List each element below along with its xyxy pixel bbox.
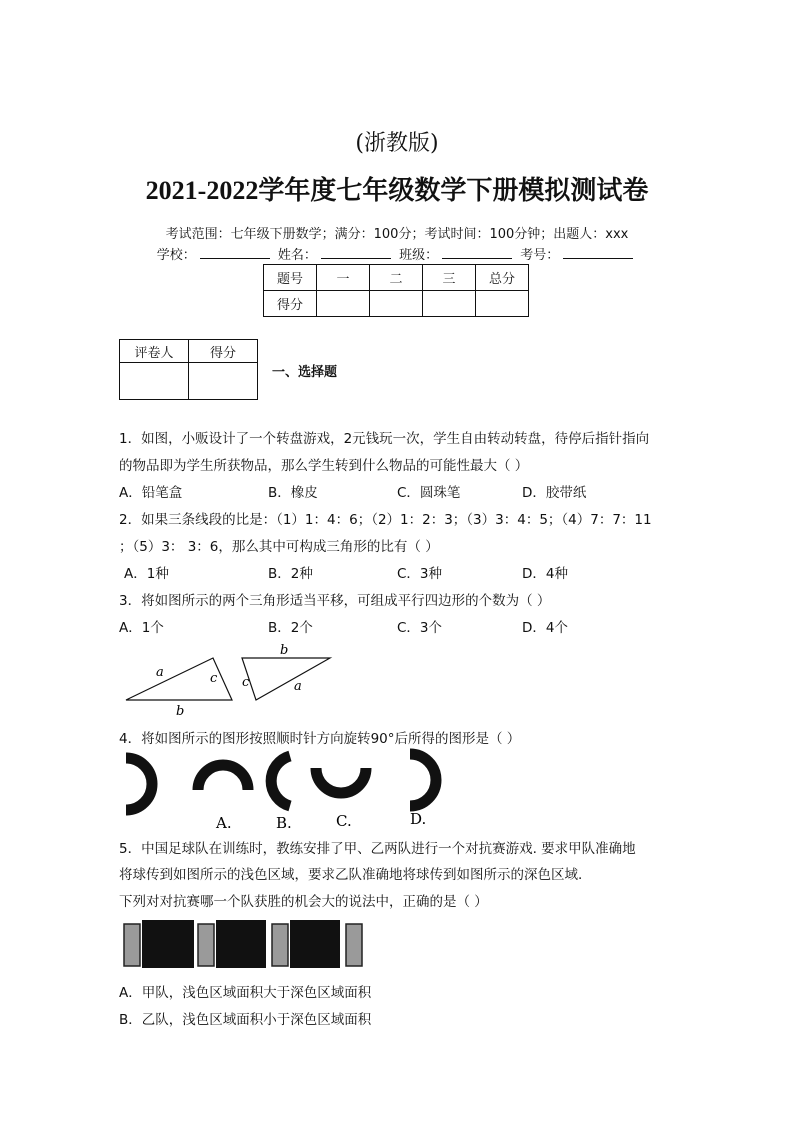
score-cell[interactable] (370, 291, 423, 317)
dark-block-2 (216, 920, 266, 968)
triangle-right (242, 658, 330, 700)
q2-option-c[interactable]: C．3种 (397, 566, 443, 582)
student-fields (0, 244, 794, 263)
q4-line1: 4．将如图所示的图形按照顺时针方向旋转90°后所得的图形是（ ） (119, 731, 521, 747)
name-label: 姓名： (277, 248, 317, 263)
score-cell[interactable] (423, 291, 476, 317)
class-label: 班级： (399, 248, 439, 263)
q1-line1: 1．如图，小贩设计了一个转盘游戏，2元钱玩一次，学生自由转动转盘，待停后指针指向 (119, 431, 650, 447)
exam-info: 考试范围：七年级下册数学；满分：100分；考试时间：100分钟；出题人：xxx (165, 227, 629, 242)
score-header-cell: 总分 (476, 265, 529, 291)
edition-label: (浙教版) (355, 131, 439, 156)
score-table (263, 264, 529, 317)
q1-option-a[interactable]: A．铅笔盒 (119, 485, 183, 501)
score-header-row (264, 265, 529, 291)
triangle-right-label-c: c (242, 675, 250, 690)
exam-title: 2021-2022学年度七年级数学下册模拟测试卷 (145, 176, 649, 205)
q4-option-b-label: B. (276, 814, 292, 830)
triangle-left-label-c: c (210, 671, 218, 686)
q5-line3: 下列对对抗赛哪一个队获胜的机会大的说法中，正确的是（ ） (119, 894, 488, 910)
q2-line2: ；（5）3： 3：6，那么其中可构成三角形的比有（ ） (119, 539, 439, 555)
grader-header-cell: 得分 (189, 340, 258, 363)
q3-option-a[interactable]: A．1个 (119, 620, 164, 636)
light-strip-4 (346, 924, 362, 966)
q4-option-a-label: A. (216, 814, 232, 830)
q5-line2: 将球传到如图所示的浅色区域，要求乙队准确地将球传到如图所示的深色区域. (119, 867, 583, 883)
q4-option-d-label: D. (410, 810, 427, 828)
section-title: 一、选择题 (272, 365, 338, 380)
grader-cell[interactable] (120, 363, 189, 400)
q3-option-d[interactable]: D．4个 (522, 620, 568, 636)
score-value-row (264, 291, 529, 317)
grader-header-row (120, 340, 258, 363)
q2-line1: 2．如果三条线段的比是：（1）1：4：6；（2）1：2：3；（3）3：4：5；（4）7：7：11 (119, 512, 652, 528)
dark-block-1 (142, 920, 194, 968)
triangle-right-label-b: b (280, 643, 289, 658)
dark-block-3 (290, 920, 340, 968)
school-label: 学校： (156, 248, 196, 263)
score-header-cell: 一 (317, 265, 370, 291)
light-strip-1 (124, 924, 140, 966)
triangle-left-label-a: a (156, 665, 164, 680)
grader-table (119, 339, 258, 400)
q5-option-b[interactable]: B．乙队，浅色区域面积小于深色区域面积 (119, 1012, 372, 1028)
q5-line1: 5．中国足球队在训练时，教练安排了甲、乙两队进行一个对抗赛游戏. 要求甲队准确地 (119, 841, 636, 857)
number-label: 考号： (520, 248, 560, 263)
q3-option-c[interactable]: C．3个 (397, 620, 443, 636)
grader-cell[interactable] (189, 363, 258, 400)
q5-option-a[interactable]: A．甲队，浅色区域面积大于深色区域面积 (119, 985, 372, 1001)
score-cell[interactable] (317, 291, 370, 317)
score-header-cell: 题号 (264, 265, 317, 291)
triangle-left-label-b: b (176, 704, 185, 719)
score-header-cell: 二 (370, 265, 423, 291)
light-strip-3 (272, 924, 288, 966)
q3-option-b[interactable]: B．2个 (268, 620, 313, 636)
class-blank[interactable] (442, 246, 512, 259)
score-cell[interactable] (476, 291, 529, 317)
q3-triangles-figure (118, 640, 338, 720)
q1-option-c[interactable]: C．圆珠笔 (397, 485, 461, 501)
light-strip-2 (198, 924, 214, 966)
q2-option-a[interactable]: A．1种 (124, 566, 169, 582)
option-a-arc-shape[interactable] (198, 765, 248, 790)
q5-field-figure (122, 918, 366, 970)
q3-line1: 3．将如图所示的两个三角形适当平移，可组成平行四边形的个数为（ ） (119, 593, 551, 609)
score-row-label: 得分 (264, 291, 317, 317)
option-b-arc-shape[interactable] (271, 756, 290, 806)
grader-header-cell: 评卷人 (120, 340, 189, 363)
grader-value-row (120, 363, 258, 400)
number-blank[interactable] (563, 246, 633, 259)
q4-option-c-label: C. (336, 812, 352, 830)
option-c-arc-shape[interactable] (316, 768, 366, 793)
triangle-right-label-a: a (294, 679, 302, 694)
q1-option-b[interactable]: B．橡皮 (268, 485, 318, 501)
option-d-arc-shape[interactable] (410, 754, 436, 806)
score-header-cell: 三 (423, 265, 476, 291)
q1-line2: 的物品即为学生所获物品，那么学生转到什么物品的可能性最大（ ） (119, 458, 529, 474)
q2-option-b[interactable]: B．2种 (268, 566, 313, 582)
q1-option-d[interactable]: D．胶带纸 (522, 485, 587, 501)
q2-option-d[interactable]: D．4种 (522, 566, 568, 582)
q4-rotation-figure (118, 748, 448, 830)
name-blank[interactable] (321, 246, 391, 259)
school-blank[interactable] (200, 246, 270, 259)
original-arc-shape (126, 758, 152, 810)
